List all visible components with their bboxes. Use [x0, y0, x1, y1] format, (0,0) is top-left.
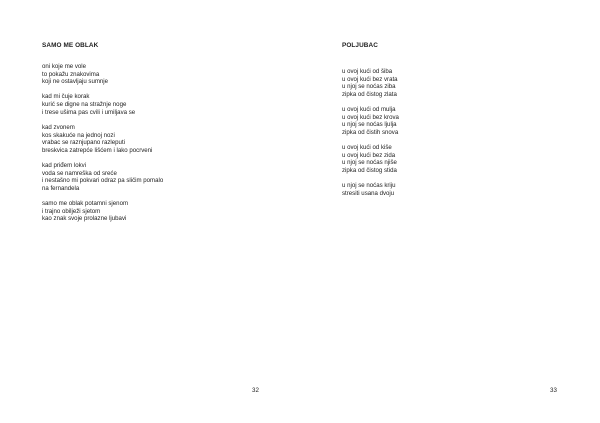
poem-line: oni koje me vole: [42, 63, 87, 70]
poem-title: POLJUBAC: [342, 42, 378, 49]
stanza: [42, 93, 282, 116]
stanza: [42, 124, 282, 154]
poem-line: stresiti usana dvoju: [342, 189, 395, 197]
poem-line: i trese ušima pas cvili i umiljava se: [42, 108, 136, 116]
poem-line: kad zvonem: [42, 123, 75, 131]
poem-line: u ovoj kući od šiba: [342, 68, 393, 75]
poem-line: kad mi čuje korak: [42, 93, 90, 101]
poem-line: u ovoj kući bez zida: [342, 151, 396, 159]
poem-line: i trajno obilježi sjetom: [42, 207, 101, 215]
poem-title: SAMO ME OBLAK: [42, 42, 99, 49]
stanza: [342, 182, 582, 197]
right-page: [300, 0, 600, 423]
poem-line: u ovoj kući bez krova: [342, 113, 399, 121]
page-number: 33: [550, 387, 557, 394]
poem-line: voda se namreška od sreće: [42, 169, 117, 177]
poem-line: samo me oblak potamni sjenom: [42, 200, 129, 208]
poem-line: vrabac se raznjupano razleputi: [42, 139, 125, 147]
stanza: [342, 106, 582, 136]
poem-line: kao znak svoje prolazne ljubavi: [42, 215, 127, 223]
poem-line: u ovoj kući bez vrata: [342, 75, 398, 83]
poem-samo-me-oblak: [42, 42, 282, 231]
poem-line: na fernandela: [42, 184, 80, 192]
poem-line: zipka od čistog zlata: [342, 90, 397, 98]
poem-poljubac: [342, 42, 582, 205]
poem-line: kos skakuće na jednoj nozi: [42, 131, 115, 139]
poem-line: zipka od čistog stida: [342, 166, 397, 174]
poem-line: u njoj se noćas ziba: [342, 83, 396, 91]
poem-line: zipka od čistih snova: [342, 128, 399, 136]
poem-line: u njoj se noćas ljulja: [342, 121, 397, 129]
stanza: [342, 144, 582, 174]
poem-line: breskvica zatrepće lišćem i lako pocrveni: [42, 146, 153, 154]
poem-line: u ovoj kući od kiše: [342, 144, 392, 152]
poem-line: kurić se digne na stražnje noge: [42, 101, 127, 109]
poem-line: i nestašno mi pokvari odraz pa sličim pomalo: [42, 177, 164, 185]
poem-line: koji ne ostavljaju sumnje: [42, 78, 109, 86]
poem-line: u njoj se noćas njiše: [342, 159, 397, 167]
poem-line: kad priđem lokvi: [42, 162, 87, 169]
stanza: [342, 68, 582, 98]
page-number: 32: [252, 387, 259, 394]
stanza: [42, 200, 282, 223]
poem-line: u ovoj kući od mulja: [342, 106, 396, 114]
poem-line: u njoj se noćas kriju: [342, 182, 396, 190]
stanza: [42, 63, 282, 86]
poem-line: to pokažu znakovima: [42, 70, 100, 78]
stanza: [42, 162, 282, 192]
